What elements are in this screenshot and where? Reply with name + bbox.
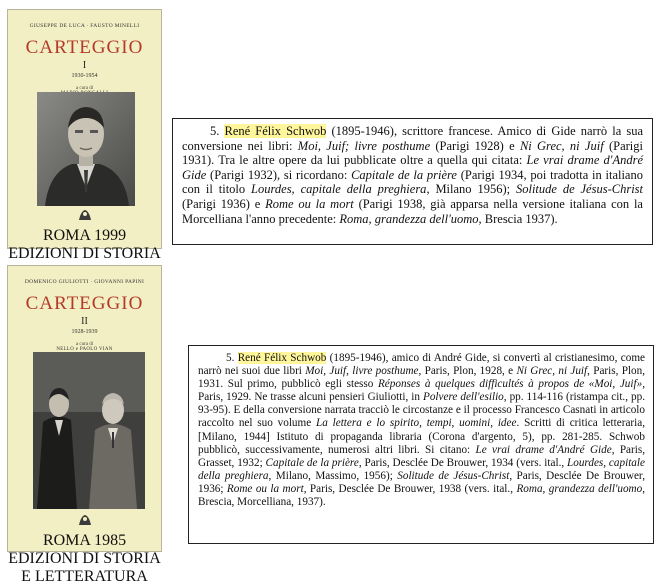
footnote-box-1 [172,118,653,245]
italic-title: Rome ou la mort [226,482,304,495]
text-run: , Paris, Desclée De Brouwer, 1936; [198,469,645,495]
text-run: (Parigi 1936) e [182,196,266,211]
text-run: , Paris, Grasset, 1932; [198,443,646,469]
text-run: (Parigi 1931). Tra le altre opere da lui pubblicate oltre a quella qui citata: [182,138,643,168]
highlighted-name: René Félix Schwob [224,124,327,138]
italic-title: Moi, Juif; livre posthume [297,138,431,153]
book-footer-2 [7,513,162,586]
italic-title: Roma, grandezza dell'uomo [339,211,479,226]
text-run: , Milano 1956); [426,182,516,197]
text-run: , Paris, Plon, 1931. Sul primo, pubblicò egli stesso [198,365,646,391]
italic-title: Polvere dell'esilio [423,391,504,404]
italic-title: Ni Grec, ni Juif [516,365,588,378]
footnote-text [198,352,645,509]
book-curator-label: a cura di [75,86,94,91]
text-run: (Parigi 1928) e [430,138,520,153]
text-run: , Paris, Plon, 1928, e [418,365,517,378]
book-authors: GIUSEPPE DE LUCA · FAUSTO MINELLI [29,23,140,29]
book-volume: I [82,60,87,71]
footnote-text [182,124,643,226]
book-publisher: EDIZIONI DI STORIA E LETTERATURA [8,550,161,585]
italic-title: Moi, Juif, livre posthume [305,365,419,378]
publisher-emblem-icon [77,208,93,222]
portrait-photo-2 [33,352,145,509]
text-run: (Parigi 1934, poi tradotta in italiano con il titolo [182,167,643,197]
italic-title: Le vrai drame d'André Gide [182,153,644,182]
italic-title: Rome ou la mort [265,196,354,211]
portrait-photo-1 [37,92,135,206]
book-years: 1930-1954 [71,73,98,79]
portrait-image [33,352,145,509]
publisher-emblem-icon [77,513,93,527]
italic-title: Le vrai drame d'André Gide [475,443,612,456]
italic-title: La lettera e lo spirito, tempi, uomini, idee [316,417,517,430]
italic-title: Capitale de la prière [265,456,359,469]
italic-title: Lourdes, capitale della preghiera [251,182,427,197]
text-run: , pp. 114-116 (ristampa cit., pp. 93-95). E della conversione narrata tracciò le circostanze e il processo Francesco Casnati in articolo raccolto nel suo volume [198,391,646,430]
italic-title: Solitude de Jésus-Christ [397,469,510,482]
italic-title: Réponses à quelques difficultés à propos de «Moi, Juif» [377,378,643,391]
text-run: (Parigi 1938, già apparsa nella versione italiana con la Morcelliana l'anno precedente: [182,196,643,226]
italic-title: Capitale de la prière [351,167,457,182]
text-run: (1895-1946), amico di André Gide, si convertì al cristianesimo, come narrò nei suoi due libri [198,352,645,378]
book-publisher-place: ROMA 1985 [42,532,127,549]
italic-title: Lourdes, capitale della preghiera [198,456,645,482]
book-curator-label: a cura di [75,342,94,347]
book-curator: NELLO e PAOLO VIAN [56,347,113,352]
text-run: (1895-1946), scrittore francese. Amico di Gide narrò la sua conversione nei libri: [182,124,644,153]
footnote-number: 5. [210,124,220,138]
footnote-box-2 [188,345,654,544]
text-run: , Paris, 1929. Ne trasse alcuni pensieri Giuliotti, in [198,378,645,404]
book-volume: II [81,316,88,327]
text-run: , Paris, Desclée De Brouwer, 1934 (vers. ital., [358,456,568,469]
text-run: . Scritti di critica letteraria, [Milano, 1944] Istituto di propaganda libraria (Corona d'argento, 5), pp. 281-285. Schwob pubblicò, successivamente, numerosi altri libri. Si citano: [198,417,645,456]
text-run: , Brescia, Morcelliana, 1937). [198,482,646,509]
footnote-number: 5. [226,352,235,364]
text-run: , Brescia 1937). [478,211,558,226]
book-years: 1928-1939 [71,329,98,335]
book-authors: DOMENICO GIULIOTTI · GIOVANNI PAPINI [24,279,145,285]
text-run: (Parigi 1932), si ricordano: [206,167,352,182]
portrait-image [37,92,135,206]
highlighted-name: René Félix Schwob [237,352,327,364]
book-publisher: EDIZIONI DI STORIA [8,245,161,262]
book-title: CARTEGGIO [25,293,144,314]
italic-title: Ni Grec, ni Juif [519,138,604,153]
book-publisher-place: ROMA 1999 [42,227,127,244]
book-title: CARTEGGIO [25,37,144,58]
italic-title: Solitude de Jésus-Christ [515,182,644,197]
text-run: , Milano, Massimo, 1956); [268,469,398,482]
text-run: , Paris, Desclée De Brouwer, 1938 (vers. ital., [303,482,517,495]
italic-title: Roma, grandezza dell'uomo [516,482,643,495]
